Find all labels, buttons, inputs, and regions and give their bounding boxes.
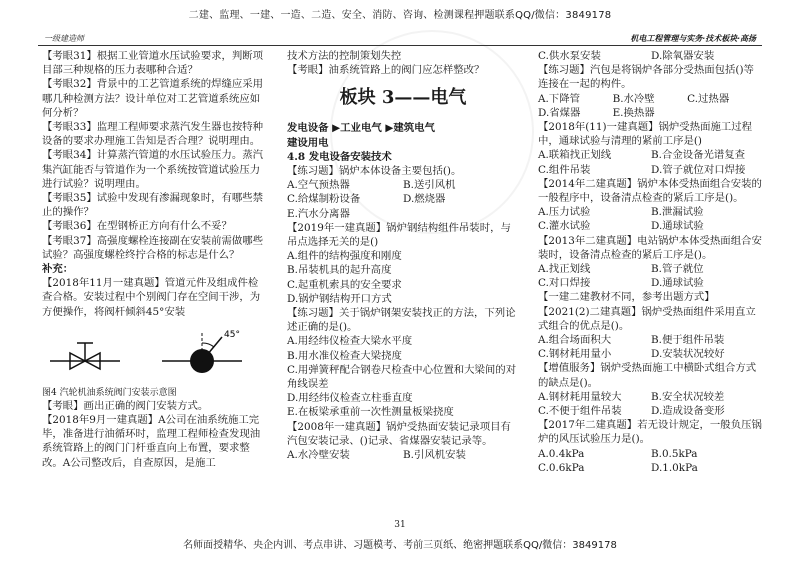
option: A.空气预热器 — [287, 179, 350, 192]
svg-text:45°: 45° — [224, 329, 240, 340]
question: 【考眼35】试验中发现有渗漏现象时，有哪些禁止的操作？ — [42, 192, 264, 219]
option: B.用水准仪检查大梁挠度 — [287, 349, 402, 362]
block-title: 板块 3——电气 — [339, 87, 467, 109]
option: A.组合场面积大 — [538, 334, 612, 347]
option: B.引风机安装 — [403, 449, 466, 462]
options — [287, 178, 519, 221]
valve-diagram-svg — [42, 323, 267, 385]
option: D.除氧器安装 — [651, 50, 715, 62]
option: C.给煤制粉设备 — [287, 193, 361, 206]
question: 【考眼34】计算蒸汽管道的水压试验压力。蒸汽集汽缸能否与管道作为一个系统按管道试验压力进行试验？说明理由。 — [42, 149, 264, 190]
header-right: 机电工程管理与实务·技术板块·高扬 — [630, 33, 756, 43]
option: B.便于组件吊装 — [651, 334, 725, 347]
option: A.下降管 — [538, 92, 580, 105]
option: E.在板梁承重前一次性测量板梁挠度 — [287, 406, 454, 419]
option: D.用经纬仪检查立柱垂直度 — [287, 392, 413, 405]
question: 【2021(2)二建真题】锅炉受热面组件采用直立式组合的优点是()。 — [538, 305, 756, 332]
option: D.1.0kPa — [651, 461, 698, 474]
question: 【2018年11月一建真题】管道元件及组成件检查合格。安装过程中个别阀门存在空间干涉，为方便操作，将阀杆倾斜45°安装 — [42, 277, 261, 318]
subtitle: 建设用电 — [287, 136, 329, 149]
option: B.吊装机具的起升高度 — [287, 264, 392, 277]
question: 【考眼】油系统管路上的阀门应怎样整改？ — [287, 64, 485, 77]
supplement-label: 补充： — [42, 263, 74, 276]
question: 【2018年(11)一建真题】锅炉受热面施工过程中，通球试验与清理的紧前工序是() — [538, 121, 753, 148]
page-number: 31 — [394, 520, 406, 530]
question: 【2013年二建真题】电站锅炉本体受热面组合安装时，设备清点检查的紧后工序是()。 — [538, 234, 762, 261]
option: C.供水泵安装 — [538, 50, 601, 62]
option: B.管子就位 — [651, 263, 704, 276]
figure-caption: 图4 汽轮机油系统阀门安装示意图 — [42, 387, 177, 398]
question: 【2018年9月一建真题】A公司在油系统施工完毕，准备进行油循环时，监理工程师检查发现油系统管路上的阀门门杆垂直向上布置，要求整改。A公司整改后，自查原因，是施工 — [42, 414, 261, 469]
option: B.合金设备光谱复查 — [651, 149, 746, 162]
option: A.水冷壁安装 — [287, 449, 350, 462]
section-heading: 4.8 发电设备安装技术 — [287, 150, 392, 163]
options — [538, 49, 764, 63]
option: D.管子就位对口焊接 — [651, 163, 746, 176]
options — [538, 333, 764, 361]
option: C.用弹簧秤配合钢卷尺检查中心位置和大梁间的对角线误差 — [287, 363, 517, 391]
option: D.安装状况较好 — [651, 348, 725, 361]
text-line: 技术方法的控制策划失控 — [287, 50, 402, 62]
option: A.用经纬仪检查大梁水平度 — [287, 335, 413, 348]
options — [538, 148, 764, 176]
question: 【考眼33】监理工程师要求蒸汽发生器也按特种设备的要求办理施工告知是否合理？说明理由。 — [42, 121, 264, 148]
question: 【考眼31】根据工业管道水压试验要求，判断项目部三种规格的压力表哪种合适？ — [42, 50, 264, 77]
option: C.0.6kPa — [538, 461, 585, 474]
top-banner: 二建、监理、一建、一造、二造、安全、消防、咨询、检测课程押题联系QQ/微信：3849178 — [188, 10, 612, 21]
valve-diagram — [42, 323, 267, 385]
option: D.燃烧器 — [403, 193, 446, 206]
question: 【增值服务】锅炉受热面施工中横卧式组合方式的缺点是()。 — [538, 362, 757, 389]
question: 【2008年一建真题】锅炉受热面安装记录项目有汽包安装记录、()记录、省煤器安装记录等。 — [287, 420, 511, 447]
column-2 — [287, 49, 519, 462]
option: D.锅炉钢结构开口方式 — [287, 292, 392, 305]
question: 【考眼】画出正确的阀门安装方式。 — [42, 399, 209, 412]
question: 【考眼36】在型钢桥正方向有什么不妥？ — [42, 220, 232, 233]
option: A.压力试验 — [538, 206, 591, 219]
option: D.造成设备变形 — [651, 405, 725, 418]
question: 【2014年二建真题】锅炉本体受热面组合安装的一般程序中，设备清点检查的紧后工序是()。 — [538, 177, 762, 205]
option: A.联箱找正划线 — [538, 149, 612, 162]
question: 【练习题】锅炉本体设备主要包括()。 — [287, 165, 462, 178]
question: 【练习题】关于锅炉钢架安装找正的方法，下列论述正确的是()。 — [287, 307, 516, 334]
option: C.对口焊接 — [538, 277, 591, 290]
option: A.组件的结构强度和刚度 — [287, 250, 402, 263]
footer-banner: 名师面授精华、央企内训、考点串讲、习题模考、考前三页纸、绝密押题联系QQ/微信：3849178 — [183, 540, 617, 551]
options — [538, 205, 764, 233]
nav-path: 发电设备 ▶工业电气 ▶建筑电气 — [287, 122, 435, 135]
option: E.换热器 — [612, 106, 655, 119]
option: D.通球试验 — [651, 277, 704, 290]
option: B.0.5kPa — [651, 447, 698, 460]
options — [287, 448, 519, 462]
column-3 — [538, 49, 764, 475]
note: 【一建二建教材不同，参考出题方式】 — [538, 291, 715, 304]
question: 【2017年二建真题】若无设计规定，一般负压锅炉的风压试验压力是()。 — [538, 419, 762, 446]
question: 【考眼37】高强度螺栓连接副在安装前需做哪些试验？高强度螺栓终拧合格的标志是什么？ — [42, 234, 264, 261]
question: 【考眼32】背景中的工艺管道系统的焊缝应采用哪几种检测方法？设计单位对工艺管道系统应如何分析？ — [42, 78, 264, 119]
options — [538, 92, 764, 120]
header-left: 一级建造师 — [44, 34, 84, 43]
options — [538, 262, 764, 290]
option: D.省煤器 — [538, 106, 581, 119]
header-rule — [38, 45, 762, 46]
option: A.找正划线 — [538, 263, 591, 276]
options — [538, 390, 764, 418]
option: B.水冷壁 — [612, 92, 655, 105]
option: A.钢材耗用量较大 — [538, 390, 622, 403]
option: B.送引风机 — [403, 179, 456, 192]
option: C.起重机索具的安全要求 — [287, 278, 402, 291]
question: 【2019年一建真题】锅炉钢结构组件吊装时，与吊点选择无关的是() — [287, 221, 511, 249]
option: D.通球试验 — [651, 220, 704, 233]
option: C.钢材耗用量小 — [538, 348, 612, 361]
option: C.灌水试验 — [538, 220, 591, 233]
option: C.过热器 — [687, 92, 730, 105]
column-1 — [42, 49, 267, 470]
option: C.组件吊装 — [538, 163, 591, 176]
option: A.0.4kPa — [538, 447, 585, 460]
option: B.安全状况较差 — [651, 390, 725, 403]
options — [538, 447, 764, 475]
option: E.汽水分离器 — [287, 207, 350, 220]
option: C.不便于组件吊装 — [538, 405, 622, 418]
option: B.泄漏试验 — [651, 206, 704, 219]
question: 【练习题】汽包是将锅炉各部分受热面包括()等连接在一起的构件。 — [538, 64, 754, 91]
